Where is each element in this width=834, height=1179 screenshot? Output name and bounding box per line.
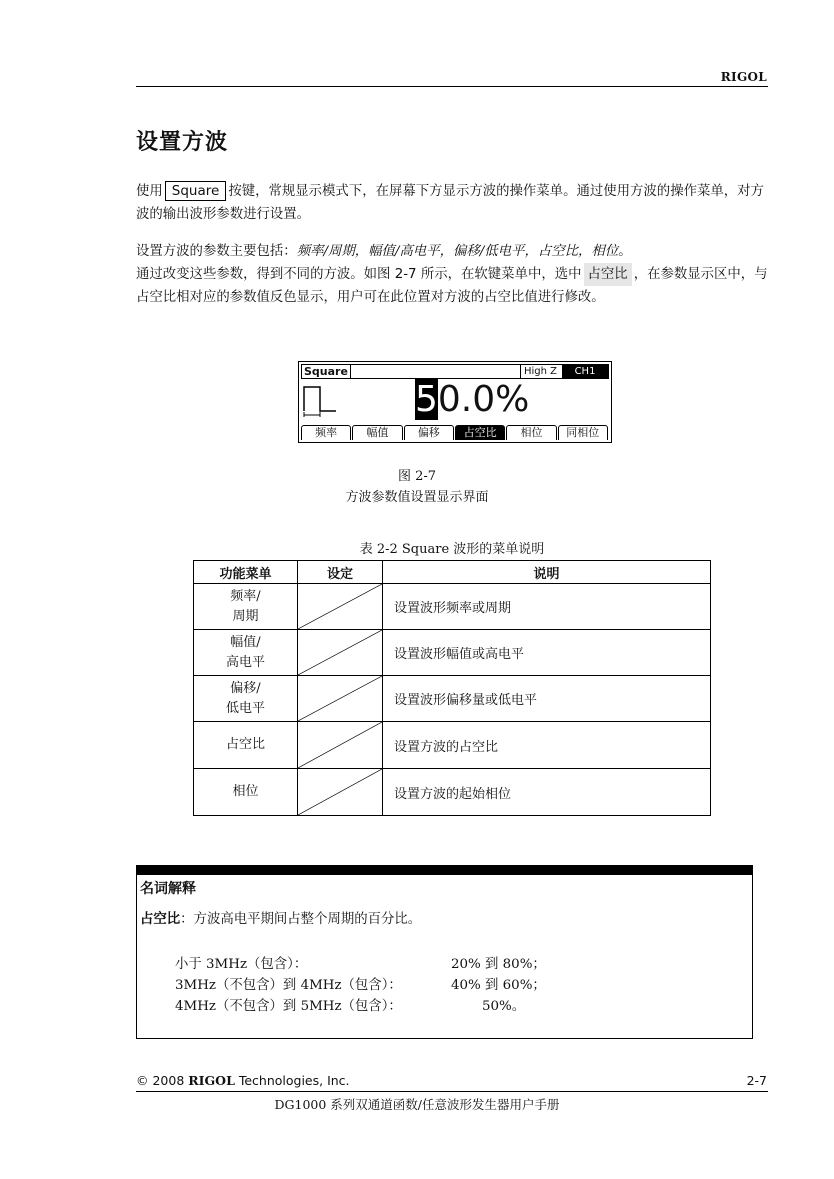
row-setting-empty <box>298 769 383 816</box>
params-list: 频率/周期，幅值/高电平，偏移/低电平，占空比，相位 <box>296 244 619 259</box>
softkey-offset[interactable]: 偏移 <box>404 425 454 440</box>
section-title: 设置方波 <box>136 130 229 155</box>
header-rule <box>136 86 768 87</box>
duty-softkey-reference: 占空比 <box>584 263 632 286</box>
lcd-value-rest: 0.0% <box>437 379 530 420</box>
header-setting: 设定 <box>298 561 383 584</box>
row-description: 设置波形偏移量或低电平 <box>383 676 711 722</box>
softkey-duty-cycle[interactable]: 占空比 <box>455 425 505 440</box>
row-setting-empty <box>298 630 383 676</box>
range-value: 50%。 <box>482 999 526 1014</box>
lcd-cursor-digit: 5 <box>415 379 438 420</box>
row-description: 设置波形幅值或高电平 <box>383 630 711 676</box>
range-value: 20% 到 80%； <box>451 957 546 972</box>
footer-brand: RIGOL <box>188 1073 235 1088</box>
menu-table <box>193 560 711 816</box>
range-condition: 3MHz（不包含）到 4MHz（包含）： <box>175 978 402 993</box>
footer-rule <box>136 1091 768 1092</box>
table-row <box>194 722 711 769</box>
params-lead: 设置方波的参数主要包括： <box>136 244 297 259</box>
manual-title: DG1000 系列双通道函数/任意波形发生器用户手册 <box>274 1097 560 1112</box>
intro-pre: 使用 <box>136 184 163 199</box>
row-setting-empty <box>298 584 383 630</box>
figure-label: 图 2-7 <box>397 469 437 484</box>
row-description: 设置方波的起始相位 <box>383 769 711 816</box>
lcd-duty-value <box>415 379 529 421</box>
table-header-row <box>194 561 711 584</box>
row-function: 占空比 <box>194 722 298 769</box>
table-row <box>194 676 711 722</box>
intro-paragraph <box>136 180 768 226</box>
params-end: 。 <box>618 244 632 259</box>
glossary-top-bar <box>137 866 752 875</box>
table-row <box>194 630 711 676</box>
row-function: 偏移/ 低电平 <box>194 676 298 722</box>
lcd-screen <box>298 361 612 443</box>
params-line2-mid: 所示，在软键菜单中，选中 <box>420 267 582 282</box>
table-row <box>194 769 711 816</box>
footer-copyright: © 2008 RIGOL Technologies, Inc. <box>136 1073 350 1088</box>
row-description: 设置方波的占空比 <box>383 722 711 769</box>
figure-caption: 方波参数值设置显示界面 <box>345 490 489 505</box>
softkey-amplitude[interactable]: 幅值 <box>352 425 402 440</box>
header-function-menu: 功能菜单 <box>194 561 298 584</box>
page-number: 2-7 <box>746 1073 767 1088</box>
glossary-term: 占空比 <box>140 911 181 927</box>
range-condition: 4MHz（不包含）到 5MHz（包含）： <box>175 999 402 1014</box>
header-brand: RIGOL <box>720 70 767 84</box>
range-value: 40% 到 60%； <box>451 978 546 993</box>
square-key: Square <box>165 181 227 201</box>
figure-reference: 2-7 <box>394 267 417 282</box>
range-condition: 小于 3MHz（包含）： <box>175 957 308 972</box>
table-row <box>194 584 711 630</box>
lcd-channel-badge: CH1 <box>562 365 608 378</box>
row-function: 幅值/ 高电平 <box>194 630 298 676</box>
glossary-title: 名词解释 <box>140 881 196 897</box>
lcd-waveform-label: Square <box>302 365 351 378</box>
square-wave-icon <box>302 381 338 417</box>
row-setting-empty <box>298 676 383 722</box>
row-function: 频率/ 周期 <box>194 584 298 630</box>
softkey-frequency[interactable]: 频率 <box>301 425 351 440</box>
params-line2-pre: 通过改变这些参数，得到不同的方波。如图 <box>136 267 391 282</box>
softkey-align-phase[interactable]: 同相位 <box>558 425 608 440</box>
row-description: 设置波形频率或周期 <box>383 584 711 630</box>
glossary-definition <box>140 908 421 927</box>
header-description: 说明 <box>383 561 711 584</box>
glossary-definition-text: ：方波高电平期间占整个周期的百分比。 <box>180 912 422 927</box>
row-setting-empty <box>298 722 383 769</box>
params-paragraph <box>136 240 768 309</box>
softkey-phase[interactable]: 相位 <box>506 425 556 440</box>
glossary-box <box>136 865 753 1039</box>
table-caption: 表 2-2 Square 波形的菜单说明 <box>359 542 545 557</box>
intro-post: 按键，常规显示模式下，在屏幕下方显示方波的操作菜单。通过使用方波的操作菜单，对方波的输出波形参数进行设置。 <box>136 184 764 222</box>
lcd-softkey-bar <box>301 425 609 440</box>
lcd-impedance: High Z <box>520 365 560 378</box>
params-line2-post: ，在参数显示区中，与占空比相对应的参数值反色显示，用户可在此位置对方波的占空比值进行修改。 <box>136 267 768 305</box>
lcd-status-bar <box>301 364 609 379</box>
row-function: 相位 <box>194 769 298 816</box>
